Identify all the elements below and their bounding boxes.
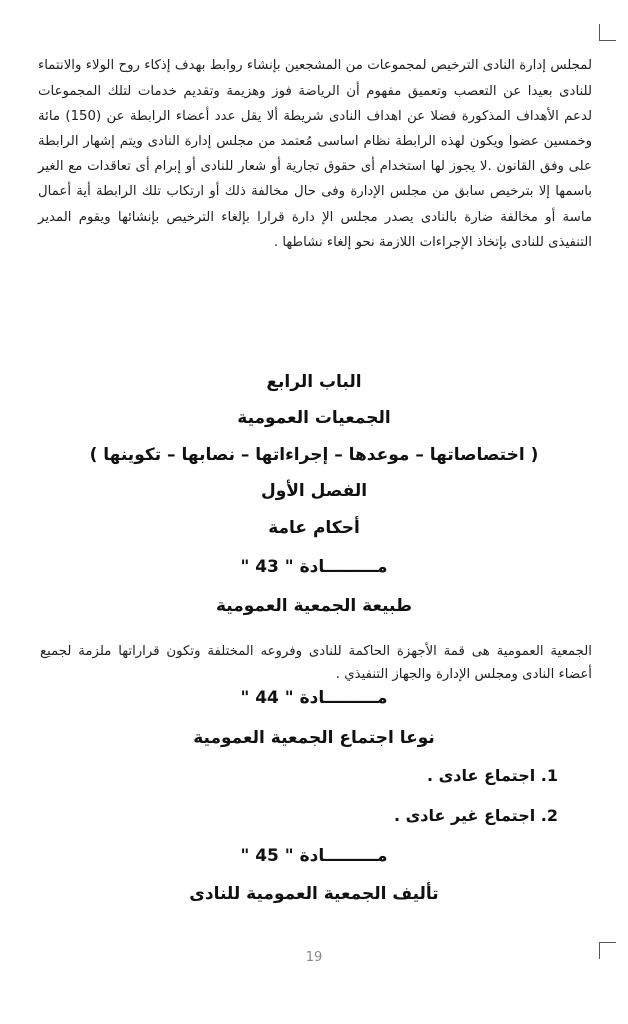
section-heading: الفصل الأول: [260, 481, 368, 501]
page-number: 19: [305, 950, 323, 965]
article-43-title: طبيعة الجمعية العمومية: [216, 596, 412, 616]
article-45-heading: مـــــــــادة " 45 ": [240, 846, 388, 866]
chapter-subtitle: ( اختصاصاتها – موعدها – إجراءاتها – نصابها – تكوينها ): [89, 445, 539, 465]
chapter-heading: الباب الرابع: [266, 372, 362, 392]
article-43-paragraph: الجمعية العمومية هى قمة الأجهزة الحاكمة للنادى وفروعه المختلفة وتكون قراراتها ملزمة لجميع أعضاء النادى ومجلس الإدارة والجهاز التنفيذي .: [40, 644, 592, 683]
chapter-title: الجمعيات العمومية: [237, 408, 391, 428]
article-45-title: تأليف الجمعية العمومية للنادى: [189, 884, 439, 904]
article-43-heading: مـــــــــادة " 43 ": [240, 557, 388, 577]
list-item-ordinary-meeting: 1. اجتماع عادى .: [426, 766, 558, 785]
section-title: أحكام عامة: [268, 518, 360, 538]
intro-paragraph: لمجلس إدارة النادى الترخيص لمجموعات من المشجعين بإنشاء روابط بهدف إذكاء روح الولاء والانتماء للنادى بعيدا عن التعصب وتعميق مفهوم أن الرياضة فوز وهزيمة وتقديم خدمات لتلك المجموعات لدعم الأهداف المذكورة فضلا عن اهداف النادى شريطة ألا يقل عدد أعضاء الرابطة عن (150) مائة وخمسين عضوا ويكون لهذه الرابطة نظام اساسى مُعتمد من مجلس إدارة النادى ويتم إشهار الرابطة على وفق القانون .لا يجوز لها استخدام أى حقوق تجارية أو شعار للنادى أو إبرام أى تعاقدات مع الغير باسمها إلا بترخيص سابق من مجلس الإدارة وفى حال مخالفة ذلك أو ارتكاب تلك الرابطة أية أعمال ماسة أو مخالفة ضارة بالنادى يصدر مجلس الإ دارة قرارا بإلغاء الترخيص بإنشائها ويقوم المدير التنفيذى للنادى بإتخاذ الإجراءات اللازمة نحو إلغاء نشاطها .: [38, 58, 592, 250]
list-item-extraordinary-meeting: 2. اجتماع غير عادى .: [393, 806, 558, 825]
page-corner-mark-top: [599, 24, 616, 41]
article-44-title: نوعا اجتماع الجمعية العمومية: [193, 728, 435, 748]
article-44-heading: مـــــــــادة " 44 ": [240, 688, 388, 708]
